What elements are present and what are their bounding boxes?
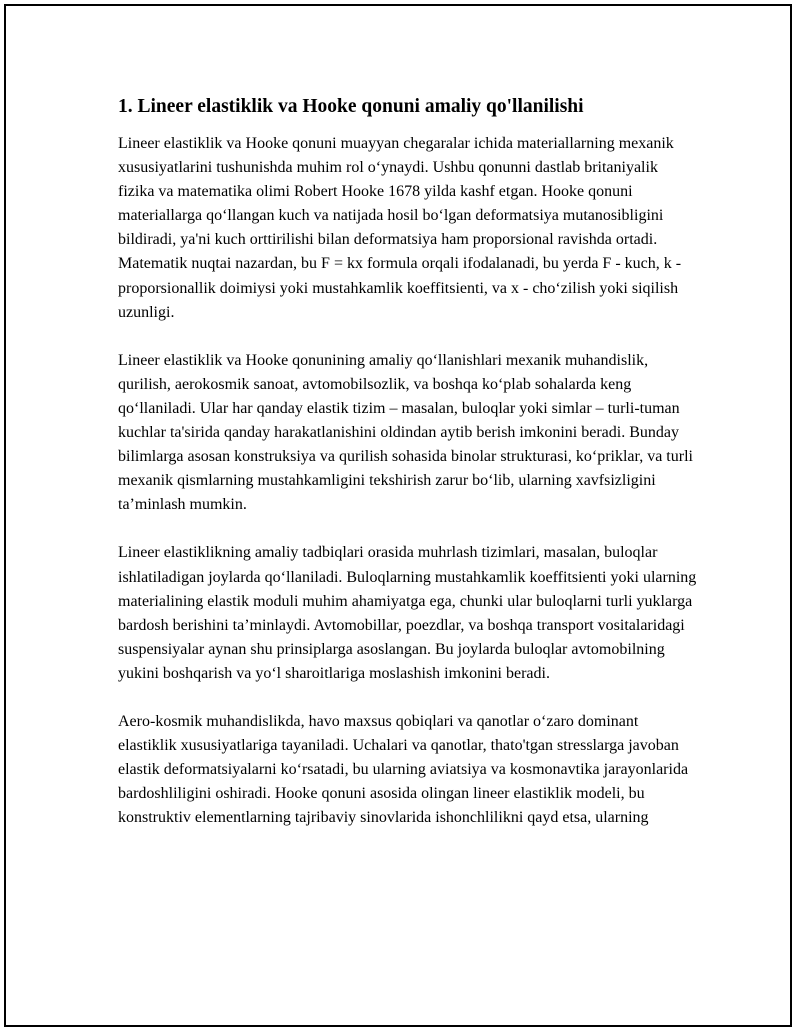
paragraph-spring-suspensions: Lineer elastiklikning amaliy tadbiqlari orasida muhrlash tizimlari, masalan, buloqlar ishlatiladigan joylarda qo‘llaniladi. Buloqlarning mustahkamlik koeffitsienti yoki ularning materialining elastik moduli muhim ahamiyatga ega, chunki ular buloqlarni turli yuklarga bardosh berishini ta’minlaydi. Avtomobillar, poezdlar, va boshqa transport vositalaridagi suspensiyalar aynan shu prinsiplarga asoslangan. Bu joylarda buloqlar avtomobilning yukini boshqarish va yo‘l sharoitlariga moslashish imkonini beradi. <box>118 544 697 682</box>
section-heading: 1. Lineer elastiklik va Hooke qonuni amaliy qo'llanilishi <box>118 96 584 117</box>
paragraph-practical-applications: Lineer elastiklik va Hooke qonunining amaliy qo‘llanishlari mexanik muhandislik, qurilish, aerokosmik sanoat, avtomobilsozlik, va boshqa ko‘plab sohalarda keng qo‘llaniladi. Ular har qanday elastik tizim – masalan, buloqlar yoki simlar – turli-tuman kuchlar ta'sirida qanday harakatlanishini oldindan aytib berish imkonini beradi. Bunday bilimlarga asosan konstruksiya va qurilish sohasida binolar strukturasi, ko‘priklar, va turli mexanik qismlarning mustahkamligini tekshirish zarur bo‘lib, ularning xavfsizligini ta’minlash mumkin. <box>118 351 693 514</box>
paragraph-aerospace: Aero-kosmik muhandislikda, havo maxsus qobiqlari va qanotlar o‘zaro dominant elastiklik xususiyatlariga tayaniladi. Uchalari va qanotlar, thato'tgan stresslarga javoban elastik deformatsiyalarni ko‘rsatadi, bu ularning aviatsiya va kosmonavtika jarayonlarida bardoshliligini oshiradi. Hooke qonuni asosida olingan lineer elastiklik modeli, bu konstruktiv elementlarning tajribaviy sinovlarida ishonchlilikni qayd etsa, ularning <box>118 712 689 827</box>
paragraph-hooke-law-intro: Lineer elastiklik va Hooke qonuni muayyan chegaralar ichida materiallarning mexanik xususiyatlarini tushunishda muhim rol o‘ynaydi. Ushbu qonunni dastlab britaniyalik fizika va matematika olimi Robert Hooke 1678 yilda kashf etgan. Hooke qonuni materiallarga qo‘llangan kuch va natijada hosil bo‘lgan deformatsiya mutanosibligini bildiradi, ya'ni kuch orttirilishi bilan deformatsiya ham proporsional ravishda ortadi. Matematik nuqtai nazardan, bu F = kx formula orqali ifodalanadi, bu yerda F - kuch, k - proporsionallik doimiysi yoki mustahkamlik koeffitsienti, va x - cho‘zilish yoki siqilish uzunligi. <box>118 135 682 321</box>
document-body <box>118 92 698 854</box>
